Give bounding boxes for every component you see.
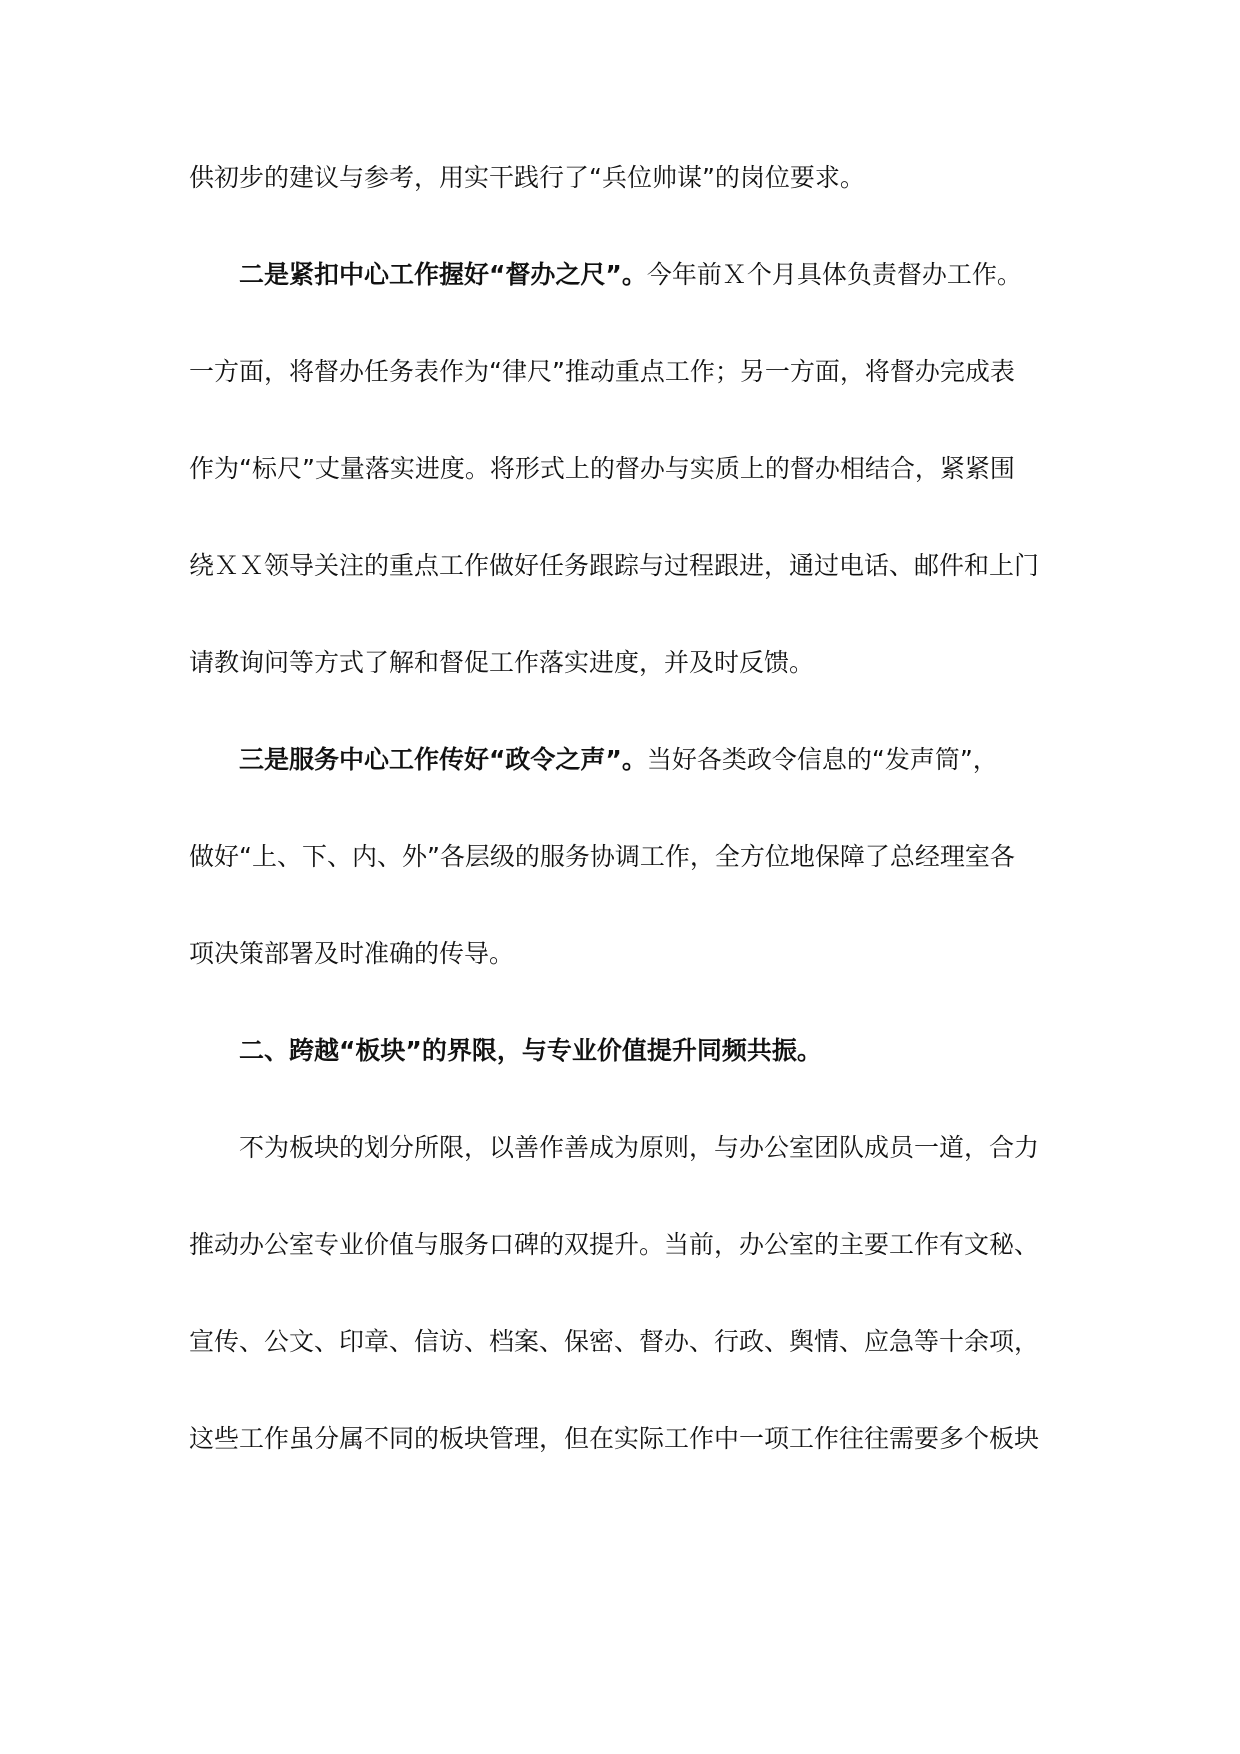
section-heading-text: 二、跨越“板块”的界限，与专业价值提升同频共振。 — [239, 1036, 822, 1065]
line-text: 作为“标尺”丈量落实进度。将形式上的督办与实质上的督办相结合，紧紧围 — [189, 454, 1015, 483]
line-text: 推动办公室专业价值与服务口碑的双提升。当前，办公室的主要工作有文秘、 — [189, 1230, 1040, 1259]
point-heading: 二是紧扣中心工作握好“督办之尺”。 — [239, 260, 647, 289]
paragraph-line-10 — [239, 1128, 1069, 1168]
paragraph-line-6 — [189, 643, 1069, 683]
paragraph-line-1 — [189, 158, 1069, 198]
paragraph-line-9 — [189, 934, 1069, 974]
line-text: 不为板块的划分所限，以善作善成为原则，与办公室团队成员一道，合力 — [239, 1133, 1040, 1162]
line-text: 当好各类政令信息的“发声筒”， — [646, 745, 998, 774]
paragraph-line-12 — [189, 1322, 1069, 1362]
paragraph-line-11 — [189, 1225, 1069, 1265]
line-text: 项决策部署及时准确的传导。 — [189, 939, 515, 968]
paragraph-line-13 — [189, 1419, 1069, 1459]
line-text: 这些工作虽分属不同的板块管理，但在实际工作中一项工作往往需要多个板块 — [189, 1424, 1040, 1453]
paragraph-line-7 — [239, 740, 1069, 780]
line-text: 供初步的建议与参考，用实干践行了“兵位帅谋”的岗位要求。 — [189, 163, 865, 192]
paragraph-line-2 — [239, 255, 1069, 295]
line-text: 宣传、公文、印章、信访、档案、保密、督办、行政、舆情、应急等十余项， — [189, 1327, 1040, 1356]
section-heading — [239, 1031, 1069, 1071]
paragraph-line-5 — [189, 546, 1069, 586]
line-text: 请教询问等方式了解和督促工作落实进度，并及时反馈。 — [189, 648, 815, 677]
line-text: 做好“上、下、内、外”各层级的服务协调工作，全方位地保障了总经理室各 — [189, 842, 1015, 871]
line-text: 绕ＸＸ领导关注的重点工作做好任务跟踪与过程跟进，通过电话、邮件和上门 — [189, 551, 1040, 580]
paragraph-line-8 — [189, 837, 1069, 877]
point-heading: 三是服务中心工作传好“政令之声”。 — [239, 745, 647, 774]
line-text: 一方面，将督办任务表作为“律尺”推动重点工作；另一方面，将督办完成表 — [189, 357, 1015, 386]
line-text: 今年前Ｘ个月具体负责督办工作。 — [646, 260, 1022, 289]
paragraph-line-4 — [189, 449, 1069, 489]
paragraph-line-3 — [189, 352, 1069, 392]
